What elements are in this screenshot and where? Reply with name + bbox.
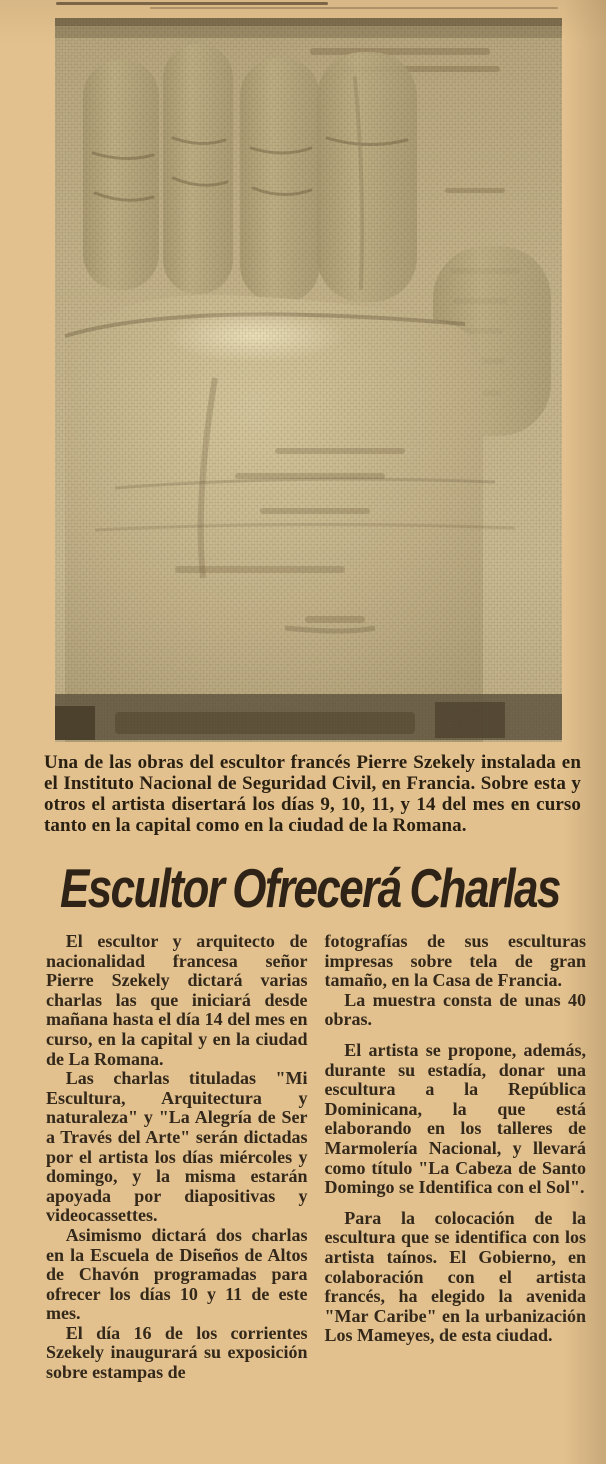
paragraph: fotografías de sus esculturas impresas sobre tela de gran tamaño, en la Casa de Francia. <box>324 931 586 991</box>
halftone-overlay-2 <box>55 18 562 742</box>
photo-caption: Una de las obras del escultor francés Pierre Szekely instalada en el Instituto Nacional de Seguridad Civil, en Francia. Sobre esta y otros el artista disertará los días 9, 10, 11, y 14 del mes en curso tanto en la capital como en la ciudad de la Romana. <box>44 752 581 836</box>
paragraph: El escultor y arquitecto de nacionalidad francesa señor Pierre Szekely dictará varias charlas las que iniciará desde mañana hasta el día 14 del mes en curso, en la capital y en la ciudad de La Romana. <box>46 931 308 1069</box>
paragraph: El día 16 de los corrientes Szekely inaugurará su exposición sobre estampas de <box>46 1322 308 1383</box>
sculpture-photo <box>55 18 562 742</box>
paragraph: Para la colocación de la escultura que se identifica con los artista taínos. El Gobierno, en colaboración con el artista francés, ha elegido la avenida "Mar Caribe" en la urbanización Los Mameyes, de esta ciudad. <box>324 1207 586 1346</box>
paragraph: La muestra consta de unas 40 obras. <box>324 989 586 1030</box>
torn-edge-line-faint <box>150 7 558 9</box>
article-column-left <box>46 932 308 1383</box>
torn-edge-line <box>56 2 328 5</box>
paragraph: Las charlas tituladas "Mi Escultura, Arquitectura y naturaleza" y "La Alegría de Ser a Través del Arte" serán dictadas por el artista los días miércoles y domingo, y la misma estarán apoyada por diapositivas y videocassettes. <box>46 1068 308 1226</box>
article-body <box>46 932 586 1383</box>
headline: Escultor Ofrecerá Charlas <box>60 857 560 919</box>
paragraph: Asimismo dictará dos charlas en la Escuela de Diseños de Altos de Chavón programadas para ofrecer los días 10 y 11 de este mes. <box>46 1224 308 1324</box>
sculpture-photo-svg <box>55 18 562 742</box>
article-column-right <box>325 932 587 1383</box>
paragraph: El artista se propone, además, durante su estadía, donar una escultura a la República Dominicana, la que está elaborando en los talleres de Marmolería Nacional, y llevará como título "La Cabeza de Santo Domingo se Identifica con el Sol". <box>324 1039 586 1198</box>
